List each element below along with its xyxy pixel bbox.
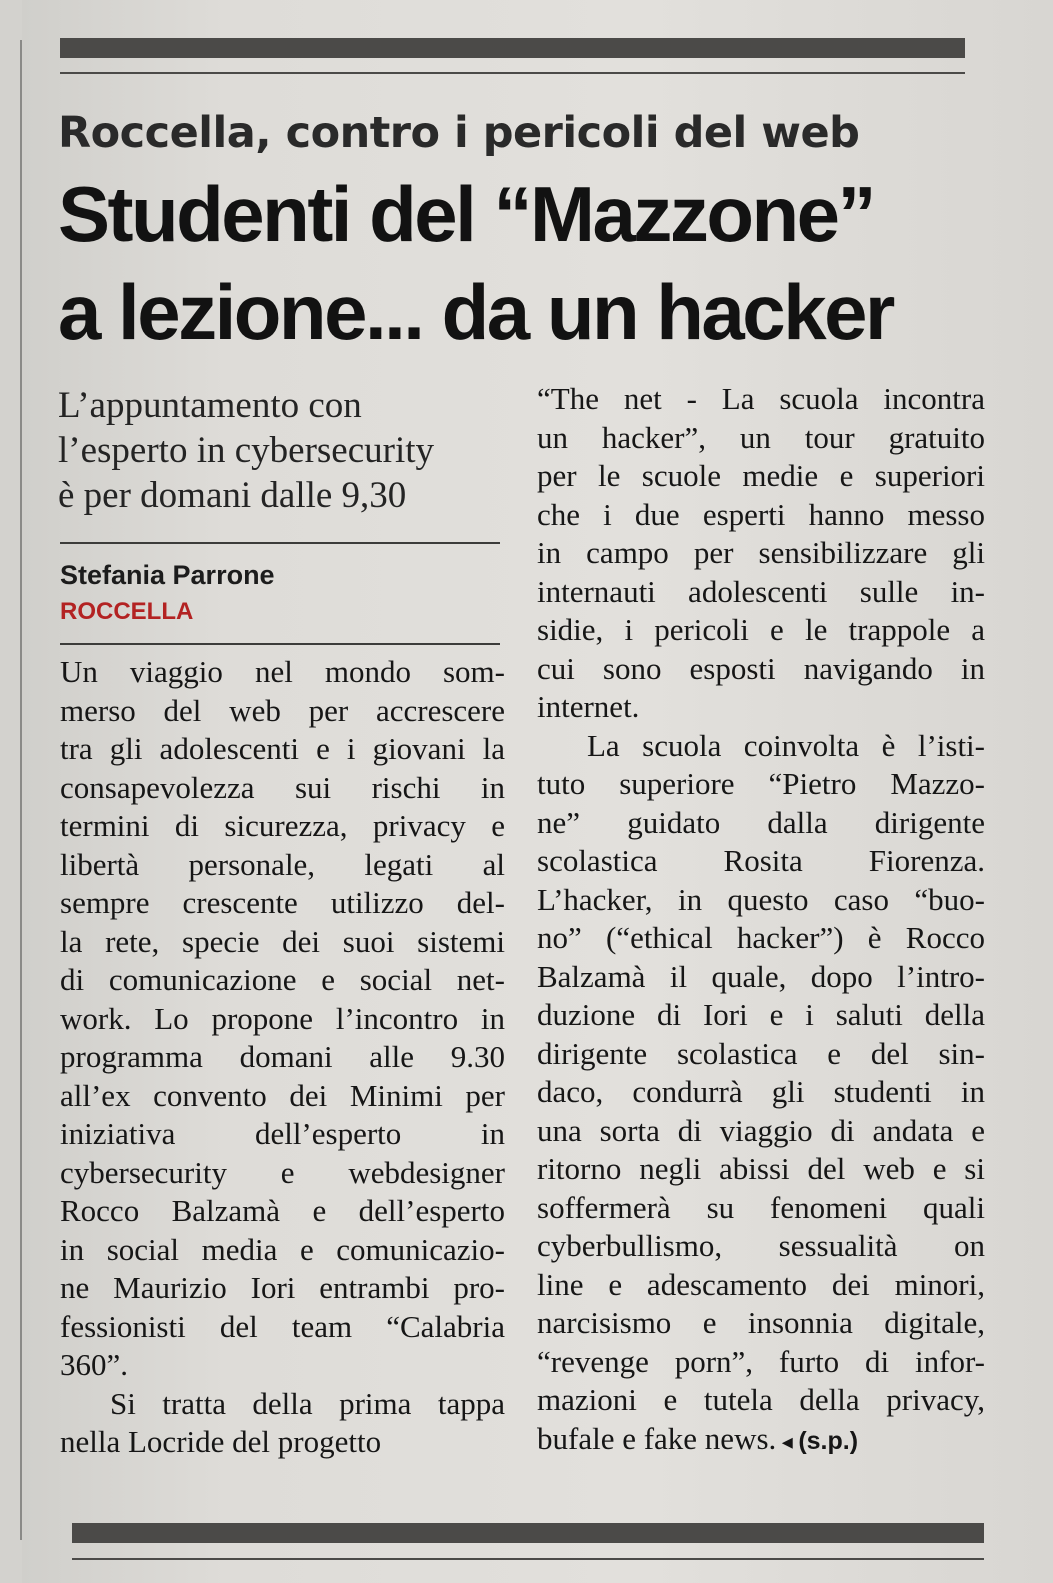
body-text-line: Rocco Balzamà e dell’esperto (60, 1193, 505, 1228)
body-text-line: L’hacker, in questo caso “buo- (537, 881, 985, 917)
body-text-line: che i due esperti hanno messo (537, 496, 985, 532)
summary (58, 383, 508, 518)
body-text-line: La scuola coinvolta è l’isti- (587, 727, 985, 763)
body-text-line: per le scuole medie e superiori (537, 458, 985, 493)
author-name: Stefania Parrone (60, 560, 275, 590)
body-text-line: tra gli adolescenti e i giovani la (60, 731, 505, 766)
summary-line: L’appuntamento con (58, 385, 362, 426)
body-text-line: work. Lo propone l’incontro in (60, 1000, 505, 1036)
body-text-line: libertà personale, legati al (60, 846, 505, 882)
body-text-line: duzione di Iori e i saluti della (537, 997, 985, 1032)
body-text-line: sidie, i pericoli e le trappole a (537, 612, 985, 647)
body-text-line: in social media e comunicazio- (60, 1231, 505, 1267)
bottom-rule-thick (72, 1523, 984, 1543)
byline-separator-bottom (60, 643, 500, 645)
headline (58, 165, 958, 361)
dateline-location: ROCCELLA (60, 598, 194, 625)
top-rule-thick (60, 38, 965, 58)
body-text-line: soffermerà su fenomeni quali (537, 1189, 985, 1225)
body-text-line: fessionisti del team “Calabria (60, 1308, 505, 1344)
body-text-line: no” (“ethical hacker”) è Rocco (537, 920, 985, 955)
body-text-line: daco, condurrà gli studenti in (537, 1074, 985, 1109)
body-text-line: mazioni e tutela della privacy, (537, 1382, 985, 1417)
summary-line: l’esperto in cybersecurity (58, 430, 435, 471)
body-text-line: ritorno negli abissi del web e si (537, 1151, 985, 1186)
body-text-line: cybersecurity e webdesigner (60, 1154, 505, 1190)
end-mark-icon: ◂ (776, 1428, 799, 1454)
body-text-line: “revenge porn”, furto di infor- (537, 1343, 985, 1379)
body-text-line: merso del web per accrescere (60, 692, 505, 728)
body-text-line: un hacker”, un tour gratuito (537, 419, 985, 455)
body-column-right (537, 380, 985, 1461)
body-column-left (60, 653, 505, 1462)
body-text-line: all’ex convento dei Minimi per (60, 1077, 505, 1113)
body-text-line: ne” guidato dalla dirigente (537, 804, 985, 840)
body-text-line: dirigente scolastica e del sin- (537, 1035, 985, 1071)
body-text-line: cui sono esposti navigando in (537, 650, 985, 686)
body-text-line: la rete, specie dei suoi sistemi (60, 923, 505, 959)
body-text-line: nella Locride del progetto (60, 1424, 382, 1459)
body-text-line: una sorta di viaggio di andata e (537, 1112, 985, 1148)
body-text-line: internet. (537, 689, 640, 724)
body-text-line: di comunicazione e social net- (60, 962, 505, 997)
body-text-line: programma domani alle 9.30 (60, 1039, 505, 1074)
body-text-line: Un viaggio nel mondo som- (60, 654, 505, 689)
body-text-line: Si tratta della prima tappa (110, 1385, 505, 1421)
byline-separator-top (60, 542, 500, 544)
author-signature: (s.p.) (798, 1426, 859, 1455)
body-text-line: Balzamà il quale, dopo l’intro- (537, 958, 985, 994)
body-text-line: line e adescamento dei minori, (537, 1266, 985, 1302)
headline-line: Studenti del “Mazzone” (58, 170, 875, 258)
bottom-rule-thin (72, 1558, 984, 1560)
body-text-line: narcisismo e insonnia digitale, (537, 1305, 985, 1340)
headline-line: a lezione... da un hacker (58, 268, 893, 356)
body-text-line: iniziativa dell’esperto in (60, 1116, 505, 1151)
top-rule-thin (60, 72, 965, 74)
body-text-line: consapevolezza sui rischi in (60, 769, 505, 805)
body-text-line: cyberbullismo, sessualità on (537, 1228, 985, 1263)
body-text-line: sempre crescente utilizzo del- (60, 885, 505, 920)
summary-line: è per domani dalle 9,30 (58, 475, 407, 516)
kicker: Roccella, contro i pericoli del web (58, 108, 860, 158)
body-text-line: “The net - La scuola incontra (537, 381, 985, 416)
body-text-line: ne Maurizio Iori entrambi pro- (60, 1270, 505, 1305)
body-text-line: internauti adolescenti sulle in- (537, 573, 985, 609)
body-text-line: bufale e fake news. ◂ (s.p.) (537, 1420, 859, 1456)
body-text-line: in campo per sensibilizzare gli (537, 535, 985, 570)
body-text-line: 360”. (60, 1347, 129, 1382)
page-fold-line (20, 40, 22, 1540)
body-text-line: termini di sicurezza, privacy e (60, 808, 505, 843)
body-text-line: scolastica Rosita Fiorenza. (537, 843, 985, 878)
body-text-line: tuto superiore “Pietro Mazzo- (537, 766, 985, 801)
